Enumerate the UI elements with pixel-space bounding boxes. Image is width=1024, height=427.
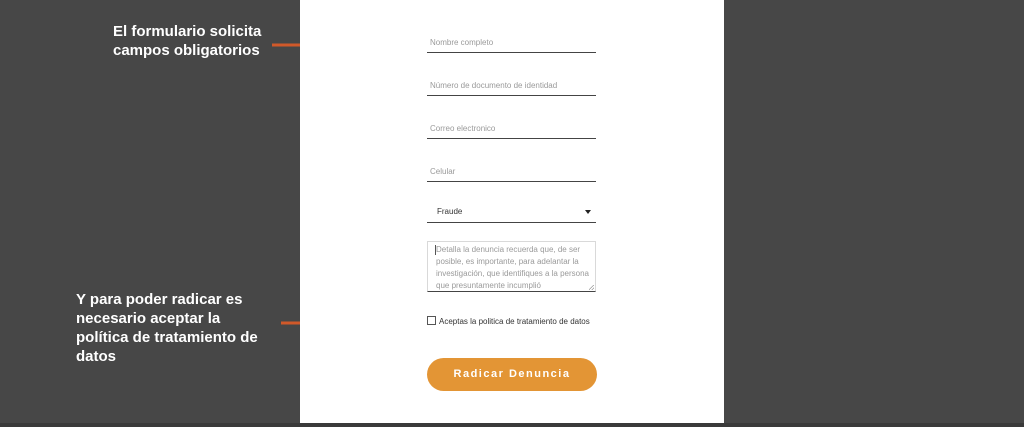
id-number-field-wrapper (427, 75, 596, 96)
consent-row (427, 313, 597, 330)
description-textarea[interactable] (427, 241, 596, 292)
caret-down-icon (585, 210, 591, 214)
resize-handle-icon[interactable] (589, 285, 594, 290)
consent-checkbox[interactable] (427, 316, 436, 325)
category-selected-value: Fraude (437, 207, 463, 216)
email-input[interactable] (427, 120, 596, 138)
phone-input[interactable] (427, 163, 596, 181)
full-name-field-wrapper (427, 32, 596, 53)
email-field-wrapper (427, 118, 596, 139)
annotation-policy-required: Y para poder radicar es necesario aceptar la política de tratamiento de datos (76, 291, 258, 365)
description-placeholder: Detalla la denuncia recuerda que, de ser posible, es importante, para adelantar la investigación, que identifiques a la persona que presuntamente incumplió (436, 245, 589, 290)
submit-button[interactable]: Radicar Denuncia (427, 358, 597, 391)
annotation-required-fields: El formulario solicita campos obligatorios (113, 23, 262, 59)
id-number-input[interactable] (427, 77, 596, 95)
phone-field-wrapper (427, 161, 596, 182)
category-select[interactable] (427, 203, 596, 223)
full-name-input[interactable] (427, 34, 596, 52)
consent-label: Aceptas la politica de tratamiento de datos (439, 317, 590, 326)
bottom-strip (0, 423, 1024, 427)
